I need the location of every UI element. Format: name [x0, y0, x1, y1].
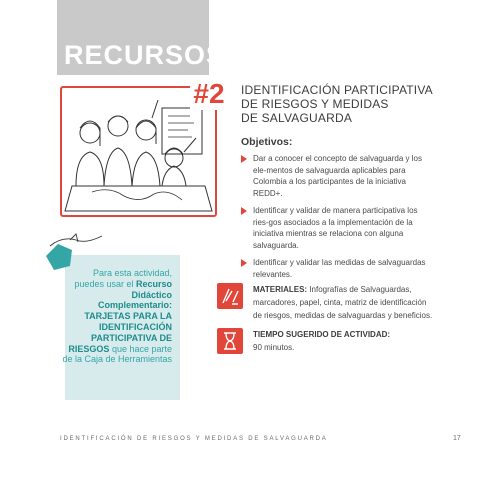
time-label: TIEMPO SUGERIDO DE ACTIVIDAD:	[253, 330, 391, 339]
objectives-list	[241, 153, 433, 286]
objective-text: Identificar y validar las medidas de salvaguardas relevantes.	[253, 258, 426, 279]
objective-item	[241, 257, 433, 280]
bullet-arrow-icon	[241, 207, 247, 215]
page-number: 17	[453, 435, 461, 442]
time-text	[253, 328, 437, 354]
section-title	[241, 83, 441, 125]
bullet-arrow-icon	[241, 259, 247, 267]
objective-text: Dar a conocer el concepto de salvaguarda y los ele-mentos de salvaguarda aplicables para Colombia a los participantes de la iniciativa REDD+.	[253, 154, 422, 198]
materials-text	[253, 283, 437, 322]
section-title-line: DE SALVAGUARDA	[241, 111, 353, 125]
callout-intro: Para esta actividad, puedes usar el	[74, 268, 172, 289]
time-block	[217, 328, 437, 358]
bullet-arrow-icon	[241, 155, 247, 163]
materials-block	[217, 283, 437, 323]
materials-label: MATERIALES:	[253, 285, 308, 294]
objective-item	[241, 153, 433, 199]
resource-callout-text	[62, 268, 172, 365]
materials-value: Infografías de Salvaguardas, marcadores, papel, cinta, matriz de identificación de riesgos, medidas de salvaguardas y beneficios.	[253, 285, 433, 320]
callout-outro: que hace parte de la Caja de Herramientas	[62, 343, 172, 365]
section-number: #2	[190, 78, 228, 110]
page-title: RECURSOS	[64, 40, 226, 70]
time-value: 90 minutos.	[253, 343, 295, 352]
tools-icon	[217, 283, 243, 309]
section-title-line: DE RIESGOS Y MEDIDAS	[241, 97, 389, 111]
objective-text: Identificar y validar de manera participativa los ries-gos asociados a la implementación de la iniciativa mientras se relaciona con alguna salvaguarda.	[253, 206, 418, 250]
footer-running-title: IDENTIFICACIÓN DE RIESGOS Y MEDIDAS DE SALVAGUARDA	[60, 436, 328, 442]
callout-resource-name: TARJETAS PARA LA IDENTIFICACIÓN PARTICIPATIVA DE RIESGOS	[68, 311, 172, 354]
hourglass-icon	[217, 328, 243, 354]
section-title-line: IDENTIFICACIÓN PARTICIPATIVA	[241, 83, 433, 97]
hummingbird-icon	[40, 230, 110, 280]
objectives-heading: Objetivos:	[241, 136, 293, 148]
objective-item	[241, 205, 433, 251]
callout-resource-title: Recurso Didáctico Complementario:	[97, 278, 172, 311]
